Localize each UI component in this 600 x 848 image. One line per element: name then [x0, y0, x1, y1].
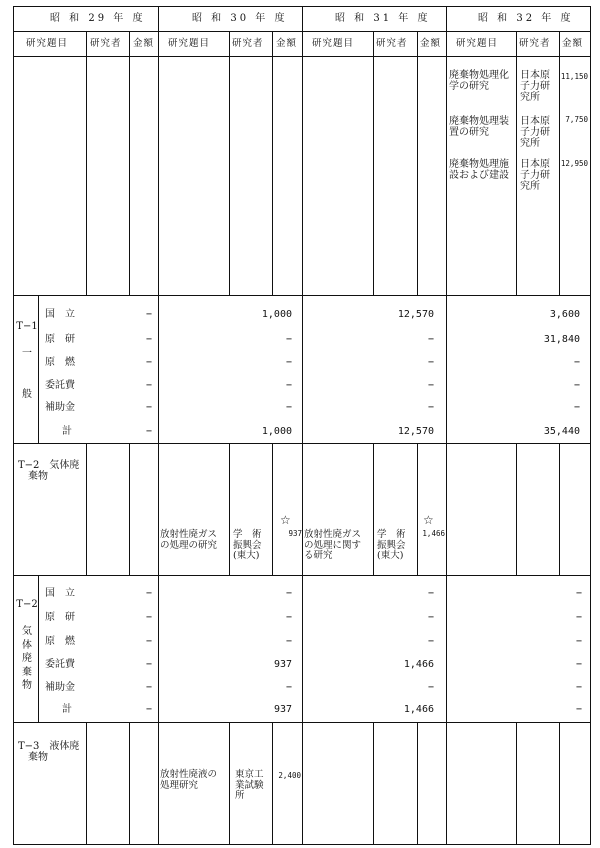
t1-value: −: [285, 334, 292, 345]
year-header-29: 昭 和 29 年 度: [50, 13, 146, 24]
t2-value: 937: [273, 659, 292, 670]
t1-value: 1,000: [261, 309, 292, 320]
col-header-researcher-29: 研究者: [90, 38, 122, 49]
col-header-topic-31: 研究題目: [312, 38, 355, 49]
t2-value: −: [145, 588, 152, 599]
rule-col: [559, 443, 560, 575]
t2-row-label-total: 計: [62, 704, 72, 715]
t2-label: T−2 気 体 廃 棄 物: [16, 599, 38, 691]
t2-value: −: [575, 659, 582, 670]
t1-value: 31,840: [543, 334, 580, 345]
rule-col: [272, 443, 273, 575]
t1-value: −: [573, 380, 580, 391]
project-amount: 7,750: [565, 115, 588, 124]
t2-value: 1,466: [403, 659, 434, 670]
rule-col: [373, 31, 374, 295]
rule-t2-label: [38, 575, 39, 722]
t1-row-label: 原 燃: [45, 357, 75, 368]
t2-row-label: 原 燃: [45, 636, 75, 647]
col-header-topic-32: 研究題目: [456, 38, 499, 49]
project-researcher: 日本原 子力研 究所: [520, 70, 550, 104]
t1-value: −: [427, 402, 434, 413]
t1-value: −: [285, 402, 292, 413]
t2-value: −: [427, 682, 434, 693]
rule-col: [86, 443, 87, 575]
t1-row-label: 補助金: [45, 402, 75, 413]
t2-value: −: [145, 682, 152, 693]
rule-col: [516, 443, 517, 575]
project-topic: 放射性廃ガス の処理に関す る研究: [304, 529, 362, 562]
project-researcher: 学 術 振興会 (東大): [233, 529, 262, 562]
project-amount: 2,400: [278, 771, 301, 780]
t2-row-label: 委託費: [45, 659, 75, 670]
t2-value: −: [285, 588, 292, 599]
rule-col: [417, 443, 418, 575]
t1-value: −: [285, 357, 292, 368]
rule-col: [417, 31, 418, 295]
t1-value: 12,570: [397, 309, 434, 320]
t2-value: −: [575, 704, 582, 715]
rule-col: [129, 722, 130, 844]
t2-title: T−2 気体廃 棄物: [18, 460, 80, 483]
t2-value: −: [285, 612, 292, 623]
t2-row-label: 国 立: [45, 588, 75, 599]
project-topic: 廃棄物処理施 設および建設: [449, 159, 509, 182]
rule-left: [13, 6, 14, 845]
project-topic: 廃棄物処理装 置の研究: [449, 116, 509, 139]
t1-value: −: [145, 357, 152, 368]
t2-value: −: [145, 612, 152, 623]
rule-col: [272, 722, 273, 844]
rule-col: [516, 722, 517, 844]
col-header-topic-30: 研究題目: [168, 38, 211, 49]
project-topic: 放射性廃液の 処理研究: [160, 769, 218, 791]
t1-value: −: [427, 357, 434, 368]
project-topic: 放射性廃ガス の処理の研究: [160, 529, 218, 551]
rule-t1-label: [38, 295, 39, 443]
rule-col: [129, 443, 130, 575]
t2-value: 1,466: [403, 704, 434, 715]
project-researcher: 日本原 子力研 究所: [520, 116, 550, 150]
t1-value: 3,600: [549, 309, 580, 320]
project-amount: 11,150: [560, 72, 588, 81]
col-header-researcher-32: 研究者: [519, 38, 551, 49]
t2-value: −: [575, 588, 582, 599]
t1-value: −: [145, 380, 152, 391]
t2-value: −: [427, 636, 434, 647]
t1-value: 1,000: [261, 426, 292, 437]
rule-year-29-30: [158, 6, 159, 845]
t1-value: −: [285, 380, 292, 391]
rule-col: [86, 31, 87, 295]
col-header-amount-31: 金額: [420, 38, 442, 49]
project-amount: 937: [288, 529, 302, 538]
t2-row-label: 補助金: [45, 682, 75, 693]
t1-value: −: [427, 334, 434, 345]
t2-value: 937: [273, 704, 292, 715]
rule-year-30-31: [302, 6, 303, 845]
t1-value: −: [145, 426, 152, 437]
year-header-30: 昭 和 30 年 度: [192, 13, 288, 24]
star-icon: ☆: [280, 513, 291, 527]
rule-col: [373, 722, 374, 844]
t1-row-label: 委託費: [45, 380, 75, 391]
rule-col: [417, 722, 418, 844]
project-topic: 廃棄物処理化 学の研究: [449, 70, 509, 93]
t2-value: −: [427, 612, 434, 623]
rule-col: [229, 722, 230, 844]
project-amount: 1,466: [422, 529, 445, 538]
t1-value: −: [145, 334, 152, 345]
t2-value: −: [285, 682, 292, 693]
project-researcher: 東京工 業試験 所: [235, 769, 264, 802]
rule-col: [272, 31, 273, 295]
t1-value: 35,440: [543, 426, 580, 437]
rule-col: [129, 31, 130, 295]
project-amount: 12,950: [560, 159, 588, 168]
t1-value: −: [573, 357, 580, 368]
t1-value: −: [427, 380, 434, 391]
t1-value: 12,570: [397, 426, 434, 437]
t2-row-label: 原 研: [45, 612, 75, 623]
t1-label: T−1 一 般: [16, 321, 38, 400]
t1-value: −: [573, 402, 580, 413]
col-header-amount-30: 金額: [276, 38, 298, 49]
t2-value: −: [145, 636, 152, 647]
t1-row-label-total: 計: [62, 426, 72, 437]
col-header-topic-29: 研究題目: [26, 38, 69, 49]
rule-col: [229, 443, 230, 575]
t1-row-label: 原 研: [45, 334, 75, 345]
year-header-31: 昭 和 31 年 度: [335, 13, 431, 24]
t3-title: T−3 液体廃 棄物: [18, 741, 80, 764]
t1-value: −: [145, 402, 152, 413]
t2-value: −: [145, 659, 152, 670]
t2-value: −: [575, 636, 582, 647]
t2-value: −: [285, 636, 292, 647]
col-header-researcher-31: 研究者: [376, 38, 408, 49]
t2-value: −: [575, 682, 582, 693]
rule-right: [590, 6, 591, 845]
rule-col: [516, 31, 517, 295]
col-header-amount-29: 金額: [133, 38, 155, 49]
t1-value: −: [145, 309, 152, 320]
rule-col: [373, 443, 374, 575]
t2-value: −: [575, 612, 582, 623]
project-researcher: 日本原 子力研 究所: [520, 159, 550, 193]
col-header-amount-32: 金額: [562, 38, 584, 49]
t2-value: −: [145, 704, 152, 715]
rule-col: [86, 722, 87, 844]
star-icon: ☆: [423, 513, 434, 527]
rule-col: [559, 722, 560, 844]
rule-col: [229, 31, 230, 295]
t1-row-label: 国 立: [45, 309, 75, 320]
col-header-researcher-30: 研究者: [232, 38, 264, 49]
project-researcher: 学 術 振興会 (東大): [377, 529, 406, 562]
year-header-32: 昭 和 32 年 度: [478, 13, 574, 24]
rule-year-31-32: [446, 6, 447, 845]
t2-value: −: [427, 588, 434, 599]
